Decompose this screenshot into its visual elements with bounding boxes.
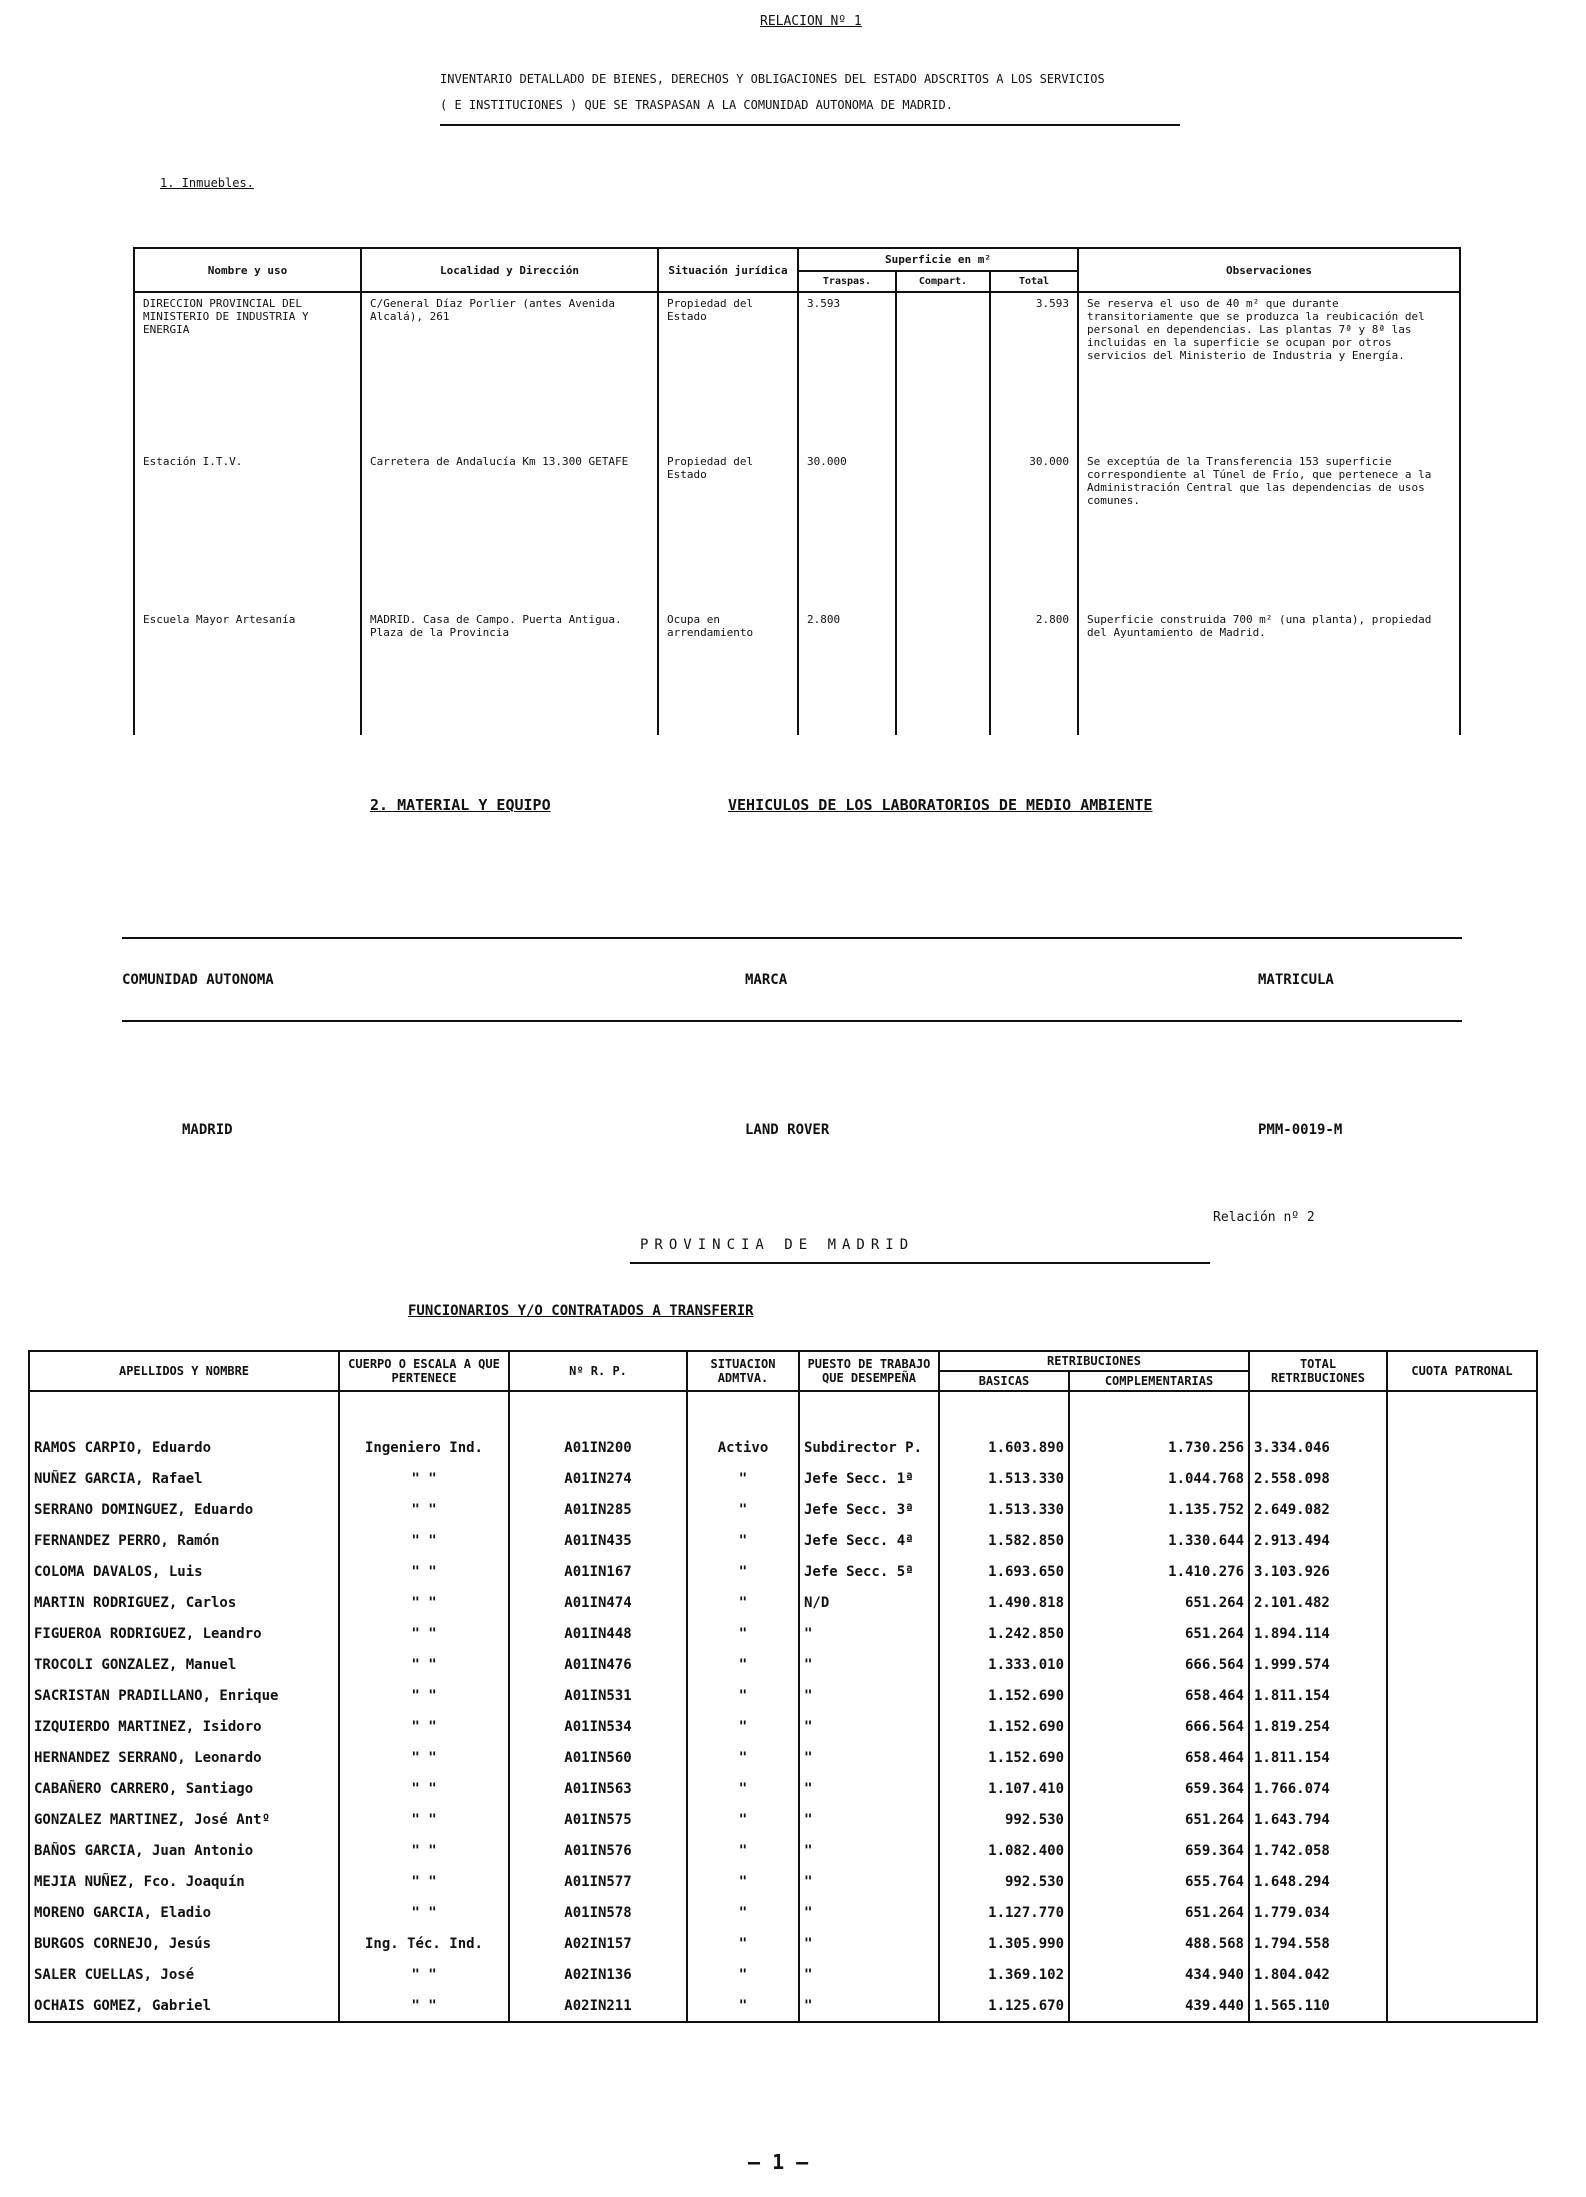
table-row bbox=[134, 451, 1460, 609]
cell-puesto: Jefe Secc. 4ª bbox=[799, 1525, 939, 1556]
table-row bbox=[29, 1649, 1537, 1680]
cell-traspasada: 30.000 bbox=[798, 451, 896, 609]
cell-apellidos: BAÑOS GARCIA, Juan Antonio bbox=[29, 1835, 339, 1866]
cell-apellidos: SALER CUELLAS, José bbox=[29, 1959, 339, 1990]
cell-complementarias: 659.364 bbox=[1069, 1835, 1249, 1866]
cell-basicas: 1.082.400 bbox=[939, 1835, 1069, 1866]
col-total: Total bbox=[990, 271, 1078, 292]
cell-basicas: 992.530 bbox=[939, 1866, 1069, 1897]
cell-complementarias: 439.440 bbox=[1069, 1990, 1249, 2022]
cell-cuota-patronal bbox=[1387, 1990, 1537, 2022]
table-row bbox=[29, 1742, 1537, 1773]
cell-situacion: Propiedad del Estado bbox=[658, 451, 798, 609]
cell-complementarias: 1.044.768 bbox=[1069, 1463, 1249, 1494]
cell-puesto: " bbox=[799, 1928, 939, 1959]
cell-situacion: " bbox=[687, 1990, 799, 2022]
cell-situacion: Ocupa en arrendamiento bbox=[658, 609, 798, 735]
cell-apellidos: MARTIN RODRIGUEZ, Carlos bbox=[29, 1587, 339, 1618]
cell-total: 2.649.082 bbox=[1249, 1494, 1387, 1525]
cell-compartida bbox=[896, 609, 990, 735]
cell-cuerpo: " " bbox=[339, 1587, 509, 1618]
cell-apellidos: RAMOS CARPIO, Eduardo bbox=[29, 1432, 339, 1463]
col-apellidos: APELLIDOS Y NOMBRE bbox=[29, 1351, 339, 1391]
cell-cuota-patronal bbox=[1387, 1866, 1537, 1897]
cell-puesto: " bbox=[799, 1618, 939, 1649]
col-cuota-patronal: CUOTA PATRONAL bbox=[1387, 1351, 1537, 1391]
table-row bbox=[29, 1897, 1537, 1928]
cell-cuota-patronal bbox=[1387, 1649, 1537, 1680]
cell-situacion: " bbox=[687, 1835, 799, 1866]
col-superficie: Superficie en m² bbox=[798, 248, 1078, 271]
table-row bbox=[29, 1928, 1537, 1959]
cell-complementarias: 658.464 bbox=[1069, 1742, 1249, 1773]
cell-cuerpo: " " bbox=[339, 1711, 509, 1742]
cell-situacion: " bbox=[687, 1928, 799, 1959]
cell-apellidos: FERNANDEZ PERRO, Ramón bbox=[29, 1525, 339, 1556]
col-situacion-juridica: Situación jurídica bbox=[658, 248, 798, 292]
cell-total: 3.334.046 bbox=[1249, 1432, 1387, 1463]
personnel-title: FUNCIONARIOS Y/O CONTRATADOS A TRANSFERIR bbox=[408, 1303, 754, 1319]
cell-cuota-patronal bbox=[1387, 1959, 1537, 1990]
cell-situacion: " bbox=[687, 1494, 799, 1525]
cell-apellidos: OCHAIS GOMEZ, Gabriel bbox=[29, 1990, 339, 2022]
cell-basicas: 1.127.770 bbox=[939, 1897, 1069, 1928]
table-row bbox=[29, 1990, 1537, 2022]
cell-complementarias: 651.264 bbox=[1069, 1618, 1249, 1649]
table-row bbox=[29, 1432, 1537, 1463]
cell-situacion: " bbox=[687, 1649, 799, 1680]
col-basicas: BASICAS bbox=[939, 1371, 1069, 1391]
table-row bbox=[134, 292, 1460, 451]
cell-situacion: " bbox=[687, 1463, 799, 1494]
cell-situacion: Activo bbox=[687, 1432, 799, 1463]
cell-complementarias: 658.464 bbox=[1069, 1680, 1249, 1711]
personnel-table bbox=[28, 1350, 1538, 2023]
cell-nrp: A02IN211 bbox=[509, 1990, 687, 2022]
cell-nrp: A01IN476 bbox=[509, 1649, 687, 1680]
cell-total: 1.779.034 bbox=[1249, 1897, 1387, 1928]
cell-cuerpo: " " bbox=[339, 1990, 509, 2022]
cell-cuerpo: " " bbox=[339, 1897, 509, 1928]
col-nrp: Nº R. P. bbox=[509, 1351, 687, 1391]
cell-basicas: 1.125.670 bbox=[939, 1990, 1069, 2022]
col-localidad: Localidad y Dirección bbox=[361, 248, 658, 292]
cell-nombre: Escuela Mayor Artesanía bbox=[134, 609, 361, 735]
cell-complementarias: 1.410.276 bbox=[1069, 1556, 1249, 1587]
cell-localidad: Carretera de Andalucía Km 13.300 GETAFE bbox=[361, 451, 658, 609]
cell-cuota-patronal bbox=[1387, 1711, 1537, 1742]
inventory-title-line-1: INVENTARIO DETALLADO DE BIENES, DERECHOS Y OBLIGACIONES DEL ESTADO ADSCRITOS A LOS SERVICIOS bbox=[440, 72, 1105, 86]
cell-nrp: A01IN167 bbox=[509, 1556, 687, 1587]
cell-basicas: 1.693.650 bbox=[939, 1556, 1069, 1587]
col-cuerpo: CUERPO O ESCALA A QUE PERTENECE bbox=[339, 1351, 509, 1391]
cell-basicas: 1.513.330 bbox=[939, 1463, 1069, 1494]
cell-apellidos: MEJIA NUÑEZ, Fco. Joaquín bbox=[29, 1866, 339, 1897]
table-row bbox=[29, 1494, 1537, 1525]
cell-total: 1.794.558 bbox=[1249, 1928, 1387, 1959]
relation-2-label: Relación nº 2 bbox=[1213, 1210, 1315, 1225]
table-row bbox=[29, 1711, 1537, 1742]
cell-total: 1.648.294 bbox=[1249, 1866, 1387, 1897]
cell-cuerpo: Ing. Téc. Ind. bbox=[339, 1928, 509, 1959]
province-title: PROVINCIA DE MADRID bbox=[640, 1237, 915, 1253]
table-row bbox=[29, 1680, 1537, 1711]
inmuebles-table bbox=[133, 247, 1461, 735]
cell-nombre: Estación I.T.V. bbox=[134, 451, 361, 609]
cell-observaciones: Se exceptúa de la Transferencia 153 superficie correspondiente al Túnel de Frío, que pertenece a la Administración Central que las dependencias de usos comunes. bbox=[1078, 451, 1460, 609]
cell-puesto: " bbox=[799, 1897, 939, 1928]
cell-cuerpo: " " bbox=[339, 1525, 509, 1556]
cell-localidad: MADRID. Casa de Campo. Puerta Antigua. Plaza de la Provincia bbox=[361, 609, 658, 735]
table-row bbox=[29, 1463, 1537, 1494]
vehicle-header-rule-top bbox=[122, 937, 1462, 939]
cell-complementarias: 488.568 bbox=[1069, 1928, 1249, 1959]
cell-cuota-patronal bbox=[1387, 1742, 1537, 1773]
cell-complementarias: 434.940 bbox=[1069, 1959, 1249, 1990]
cell-apellidos: NUÑEZ GARCIA, Rafael bbox=[29, 1463, 339, 1494]
cell-total: 1.742.058 bbox=[1249, 1835, 1387, 1866]
cell-total: 2.800 bbox=[990, 609, 1078, 735]
cell-nrp: A01IN531 bbox=[509, 1680, 687, 1711]
cell-situacion: " bbox=[687, 1587, 799, 1618]
cell-nrp: A01IN563 bbox=[509, 1773, 687, 1804]
cell-traspasada: 2.800 bbox=[798, 609, 896, 735]
table-row bbox=[29, 1587, 1537, 1618]
table-row bbox=[29, 1618, 1537, 1649]
cell-cuota-patronal bbox=[1387, 1773, 1537, 1804]
cell-cuerpo: " " bbox=[339, 1556, 509, 1587]
table-row bbox=[29, 1804, 1537, 1835]
cell-situacion: " bbox=[687, 1680, 799, 1711]
cell-cuota-patronal bbox=[1387, 1618, 1537, 1649]
cell-puesto: Jefe Secc. 3ª bbox=[799, 1494, 939, 1525]
cell-situacion: Propiedad del Estado bbox=[658, 292, 798, 451]
cell-total: 1.811.154 bbox=[1249, 1742, 1387, 1773]
cell-total: 1.643.794 bbox=[1249, 1804, 1387, 1835]
cell-total: 2.558.098 bbox=[1249, 1463, 1387, 1494]
cell-situacion: " bbox=[687, 1897, 799, 1928]
col-observaciones: Observaciones bbox=[1078, 248, 1460, 292]
cell-localidad: C/General Díaz Porlier (antes Avenida Alcalá), 261 bbox=[361, 292, 658, 451]
cell-situacion: " bbox=[687, 1866, 799, 1897]
cell-nombre: DIRECCION PROVINCIAL DEL MINISTERIO DE INDUSTRIA Y ENERGIA bbox=[134, 292, 361, 451]
cell-traspasada: 3.593 bbox=[798, 292, 896, 451]
cell-complementarias: 666.564 bbox=[1069, 1711, 1249, 1742]
cell-nrp: A01IN576 bbox=[509, 1835, 687, 1866]
col-situacion-admtva: SITUACION ADMTVA. bbox=[687, 1351, 799, 1391]
cell-puesto: " bbox=[799, 1990, 939, 2022]
cell-complementarias: 655.764 bbox=[1069, 1866, 1249, 1897]
cell-cuerpo: " " bbox=[339, 1773, 509, 1804]
cell-situacion: " bbox=[687, 1742, 799, 1773]
cell-nrp: A01IN560 bbox=[509, 1742, 687, 1773]
col-complementarias: COMPLEMENTARIAS bbox=[1069, 1371, 1249, 1391]
cell-basicas: 1.490.818 bbox=[939, 1587, 1069, 1618]
cell-basicas: 1.513.330 bbox=[939, 1494, 1069, 1525]
table-row bbox=[29, 1959, 1537, 1990]
header-rule bbox=[440, 124, 1180, 126]
table-row bbox=[29, 1866, 1537, 1897]
cell-observaciones: Superficie construida 700 m² (una planta), propiedad del Ayuntamiento de Madrid. bbox=[1078, 609, 1460, 735]
cell-complementarias: 659.364 bbox=[1069, 1773, 1249, 1804]
vehicle-marca: LAND ROVER bbox=[745, 1122, 830, 1138]
cell-total: 1.819.254 bbox=[1249, 1711, 1387, 1742]
cell-complementarias: 1.135.752 bbox=[1069, 1494, 1249, 1525]
cell-complementarias: 651.264 bbox=[1069, 1804, 1249, 1835]
vehicle-matricula: PMM-0019-M bbox=[1258, 1122, 1343, 1138]
cell-apellidos: MORENO GARCIA, Eladio bbox=[29, 1897, 339, 1928]
cell-complementarias: 1.330.644 bbox=[1069, 1525, 1249, 1556]
cell-basicas: 1.242.850 bbox=[939, 1618, 1069, 1649]
cell-nrp: A01IN448 bbox=[509, 1618, 687, 1649]
cell-complementarias: 1.730.256 bbox=[1069, 1432, 1249, 1463]
cell-puesto: " bbox=[799, 1866, 939, 1897]
cell-puesto: " bbox=[799, 1804, 939, 1835]
cell-compartida bbox=[896, 292, 990, 451]
cell-cuerpo: " " bbox=[339, 1866, 509, 1897]
cell-apellidos: FIGUEROA RODRIGUEZ, Leandro bbox=[29, 1618, 339, 1649]
cell-basicas: 1.152.690 bbox=[939, 1742, 1069, 1773]
cell-compartida bbox=[896, 451, 990, 609]
cell-situacion: " bbox=[687, 1525, 799, 1556]
cell-basicas: 1.369.102 bbox=[939, 1959, 1069, 1990]
cell-total: 2.101.482 bbox=[1249, 1587, 1387, 1618]
cell-cuota-patronal bbox=[1387, 1556, 1537, 1587]
cell-basicas: 1.152.690 bbox=[939, 1680, 1069, 1711]
cell-cuerpo: " " bbox=[339, 1649, 509, 1680]
cell-basicas: 1.582.850 bbox=[939, 1525, 1069, 1556]
cell-total: 2.913.494 bbox=[1249, 1525, 1387, 1556]
cell-nrp: A01IN274 bbox=[509, 1463, 687, 1494]
table-row bbox=[29, 1556, 1537, 1587]
cell-cuota-patronal bbox=[1387, 1587, 1537, 1618]
cell-nrp: A01IN285 bbox=[509, 1494, 687, 1525]
cell-cuerpo: " " bbox=[339, 1742, 509, 1773]
cell-cuota-patronal bbox=[1387, 1804, 1537, 1835]
cell-total: 1.766.074 bbox=[1249, 1773, 1387, 1804]
cell-puesto: " bbox=[799, 1773, 939, 1804]
cell-puesto: " bbox=[799, 1649, 939, 1680]
col-nombre-uso: Nombre y uso bbox=[134, 248, 361, 292]
cell-cuerpo: " " bbox=[339, 1680, 509, 1711]
cell-apellidos: CABAÑERO CARRERO, Santiago bbox=[29, 1773, 339, 1804]
table-row bbox=[29, 1835, 1537, 1866]
cell-nrp: A01IN200 bbox=[509, 1432, 687, 1463]
cell-cuerpo: " " bbox=[339, 1804, 509, 1835]
cell-cuerpo: " " bbox=[339, 1463, 509, 1494]
cell-situacion: " bbox=[687, 1711, 799, 1742]
cell-basicas: 1.603.890 bbox=[939, 1432, 1069, 1463]
cell-cuerpo: " " bbox=[339, 1618, 509, 1649]
cell-cuota-patronal bbox=[1387, 1494, 1537, 1525]
cell-puesto: Jefe Secc. 5ª bbox=[799, 1556, 939, 1587]
cell-cuerpo: Ingeniero Ind. bbox=[339, 1432, 509, 1463]
relation-1-title: RELACION Nº 1 bbox=[760, 14, 862, 29]
cell-total: 1.894.114 bbox=[1249, 1618, 1387, 1649]
cell-cuota-patronal bbox=[1387, 1432, 1537, 1463]
cell-total: 30.000 bbox=[990, 451, 1078, 609]
cell-total: 3.103.926 bbox=[1249, 1556, 1387, 1587]
cell-nrp: A01IN474 bbox=[509, 1587, 687, 1618]
cell-complementarias: 651.264 bbox=[1069, 1587, 1249, 1618]
cell-apellidos: COLOMA DAVALOS, Luis bbox=[29, 1556, 339, 1587]
cell-puesto: " bbox=[799, 1742, 939, 1773]
cell-apellidos: IZQUIERDO MARTINEZ, Isidoro bbox=[29, 1711, 339, 1742]
cell-complementarias: 666.564 bbox=[1069, 1649, 1249, 1680]
cell-apellidos: SERRANO DOMINGUEZ, Eduardo bbox=[29, 1494, 339, 1525]
cell-total: 3.593 bbox=[990, 292, 1078, 451]
cell-total: 1.811.154 bbox=[1249, 1680, 1387, 1711]
cell-nrp: A02IN136 bbox=[509, 1959, 687, 1990]
cell-total: 1.565.110 bbox=[1249, 1990, 1387, 2022]
col-retribuciones: RETRIBUCIONES bbox=[939, 1351, 1249, 1371]
cell-situacion: " bbox=[687, 1773, 799, 1804]
vehicle-header-rule-bottom bbox=[122, 1020, 1462, 1022]
cell-nrp: A01IN534 bbox=[509, 1711, 687, 1742]
cell-cuerpo: " " bbox=[339, 1959, 509, 1990]
cell-cuota-patronal bbox=[1387, 1525, 1537, 1556]
table-row bbox=[134, 609, 1460, 735]
table-row bbox=[29, 1525, 1537, 1556]
cell-puesto: " bbox=[799, 1680, 939, 1711]
cell-puesto: " bbox=[799, 1959, 939, 1990]
table-row bbox=[29, 1773, 1537, 1804]
col-compartida: Compart. bbox=[896, 271, 990, 292]
cell-cuota-patronal bbox=[1387, 1463, 1537, 1494]
cell-nrp: A02IN157 bbox=[509, 1928, 687, 1959]
cell-situacion: " bbox=[687, 1618, 799, 1649]
cell-basicas: 1.305.990 bbox=[939, 1928, 1069, 1959]
cell-observaciones: Se reserva el uso de 40 m² que durante transitoriamente que se produzca la reubicación del personal en dependencias. Las plantas 7ª y 8ª las incluidas en la superficie se ocupan por otros servicios del Ministerio de Industria y Energía. bbox=[1078, 292, 1460, 451]
province-rule bbox=[630, 1262, 1210, 1264]
cell-complementarias: 651.264 bbox=[1069, 1897, 1249, 1928]
inventory-title-line-2: ( E INSTITUCIONES ) QUE SE TRASPASAN A LA COMUNIDAD AUTONOMA DE MADRID. bbox=[440, 98, 953, 112]
cell-nrp: A01IN575 bbox=[509, 1804, 687, 1835]
cell-puesto: " bbox=[799, 1711, 939, 1742]
cell-apellidos: SACRISTAN PRADILLANO, Enrique bbox=[29, 1680, 339, 1711]
col-marca: MARCA bbox=[745, 972, 788, 988]
cell-puesto: Subdirector P. bbox=[799, 1432, 939, 1463]
cell-cuota-patronal bbox=[1387, 1835, 1537, 1866]
cell-puesto: Jefe Secc. 1ª bbox=[799, 1463, 939, 1494]
col-comunidad-autonoma: COMUNIDAD AUTONOMA bbox=[122, 972, 274, 988]
cell-basicas: 1.333.010 bbox=[939, 1649, 1069, 1680]
vehicle-comunidad: MADRID bbox=[182, 1122, 233, 1138]
col-traspasada: Traspas. bbox=[798, 271, 896, 292]
cell-basicas: 1.107.410 bbox=[939, 1773, 1069, 1804]
cell-puesto: " bbox=[799, 1835, 939, 1866]
cell-basicas: 1.152.690 bbox=[939, 1711, 1069, 1742]
cell-total: 1.804.042 bbox=[1249, 1959, 1387, 1990]
section-1-heading: 1. Inmuebles. bbox=[160, 176, 254, 190]
cell-situacion: " bbox=[687, 1959, 799, 1990]
cell-cuerpo: " " bbox=[339, 1494, 509, 1525]
col-total-retribuciones: TOTAL RETRIBUCIONES bbox=[1249, 1351, 1387, 1391]
section-2-subheading: VEHICULOS DE LOS LABORATORIOS DE MEDIO AMBIENTE bbox=[728, 796, 1153, 814]
cell-cuerpo: " " bbox=[339, 1835, 509, 1866]
cell-cuota-patronal bbox=[1387, 1897, 1537, 1928]
cell-apellidos: TROCOLI GONZALEZ, Manuel bbox=[29, 1649, 339, 1680]
cell-nrp: A01IN578 bbox=[509, 1897, 687, 1928]
cell-situacion: " bbox=[687, 1804, 799, 1835]
cell-basicas: 992.530 bbox=[939, 1804, 1069, 1835]
cell-apellidos: BURGOS CORNEJO, Jesús bbox=[29, 1928, 339, 1959]
cell-nrp: A01IN435 bbox=[509, 1525, 687, 1556]
cell-puesto: N/D bbox=[799, 1587, 939, 1618]
col-matricula: MATRICULA bbox=[1258, 972, 1334, 988]
cell-cuota-patronal bbox=[1387, 1928, 1537, 1959]
cell-nrp: A01IN577 bbox=[509, 1866, 687, 1897]
cell-apellidos: HERNANDEZ SERRANO, Leonardo bbox=[29, 1742, 339, 1773]
cell-apellidos: GONZALEZ MARTINEZ, José Antº bbox=[29, 1804, 339, 1835]
section-2-heading: 2. MATERIAL Y EQUIPO bbox=[370, 796, 551, 814]
col-puesto: PUESTO DE TRABAJO QUE DESEMPEÑA bbox=[799, 1351, 939, 1391]
table-spacer-row bbox=[29, 1391, 1537, 1432]
page-number: — 1 — bbox=[748, 2150, 809, 2174]
cell-total: 1.999.574 bbox=[1249, 1649, 1387, 1680]
cell-situacion: " bbox=[687, 1556, 799, 1587]
cell-cuota-patronal bbox=[1387, 1680, 1537, 1711]
